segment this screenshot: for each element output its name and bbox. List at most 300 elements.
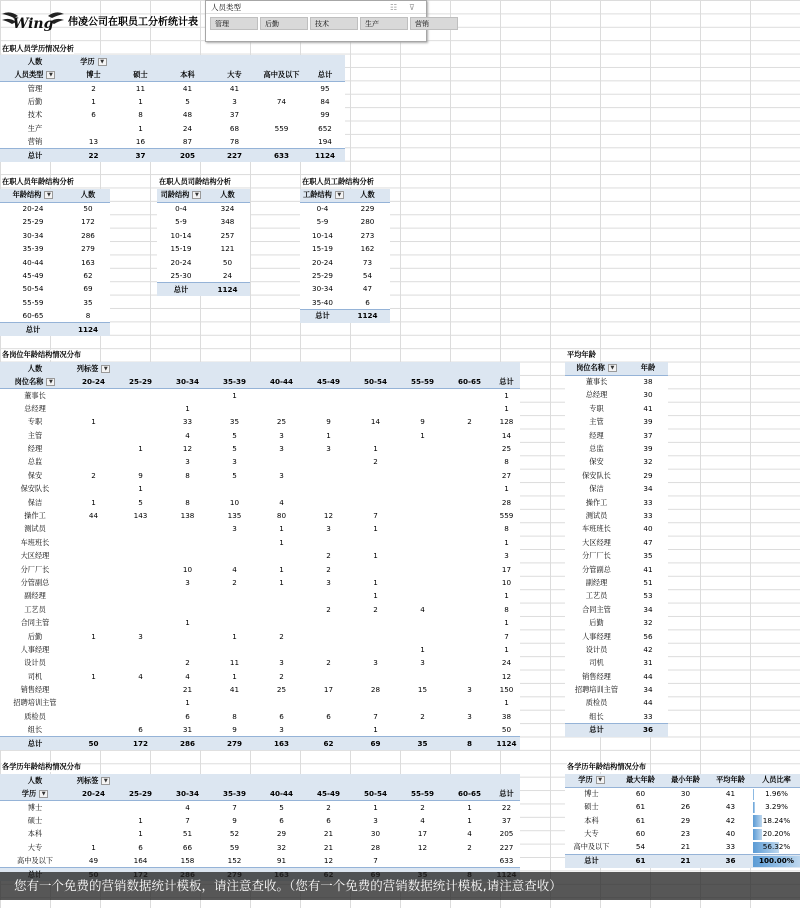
data-cell[interactable] bbox=[446, 416, 493, 429]
row-label[interactable] bbox=[0, 670, 70, 683]
row-label[interactable] bbox=[0, 109, 70, 122]
row-label[interactable] bbox=[0, 724, 70, 737]
data-cell[interactable] bbox=[305, 456, 352, 469]
column-header[interactable] bbox=[0, 68, 70, 81]
data-cell[interactable] bbox=[211, 854, 258, 867]
data-cell[interactable] bbox=[117, 616, 164, 629]
column-header[interactable] bbox=[211, 787, 258, 800]
data-cell[interactable] bbox=[164, 509, 211, 522]
data-cell[interactable] bbox=[628, 576, 668, 589]
data-cell[interactable] bbox=[446, 603, 493, 616]
data-cell[interactable] bbox=[618, 814, 663, 827]
data-cell[interactable] bbox=[352, 603, 399, 616]
data-cell[interactable] bbox=[305, 683, 352, 696]
data-cell[interactable] bbox=[493, 724, 520, 737]
data-cell[interactable] bbox=[211, 496, 258, 509]
row-label[interactable] bbox=[0, 296, 66, 309]
row-label[interactable] bbox=[0, 697, 70, 710]
pivot-values-label[interactable] bbox=[0, 362, 70, 375]
data-cell[interactable] bbox=[446, 630, 493, 643]
row-label[interactable] bbox=[0, 496, 70, 509]
data-cell[interactable] bbox=[446, 724, 493, 737]
data-cell[interactable] bbox=[117, 82, 164, 95]
row-label[interactable] bbox=[0, 310, 66, 323]
data-cell[interactable] bbox=[117, 509, 164, 522]
data-cell[interactable] bbox=[70, 509, 117, 522]
data-cell[interactable] bbox=[628, 657, 668, 670]
data-cell[interactable] bbox=[117, 841, 164, 854]
total-cell[interactable] bbox=[164, 149, 211, 162]
column-header[interactable] bbox=[753, 774, 800, 787]
data-cell[interactable] bbox=[345, 202, 390, 215]
column-header[interactable] bbox=[565, 362, 628, 375]
data-cell[interactable] bbox=[628, 442, 668, 455]
data-cell[interactable] bbox=[628, 616, 668, 629]
data-cell[interactable] bbox=[117, 576, 164, 589]
data-cell[interactable] bbox=[305, 509, 352, 522]
data-cell[interactable] bbox=[117, 697, 164, 710]
total-cell[interactable] bbox=[565, 854, 618, 867]
data-cell[interactable] bbox=[258, 442, 305, 455]
data-cell[interactable] bbox=[211, 563, 258, 576]
data-cell[interactable] bbox=[211, 509, 258, 522]
empty-cell[interactable] bbox=[305, 55, 345, 68]
pivot-education-age[interactable] bbox=[0, 774, 520, 881]
empty-cell[interactable] bbox=[211, 774, 258, 787]
data-cell[interactable] bbox=[70, 683, 117, 696]
empty-cell[interactable] bbox=[258, 362, 305, 375]
data-cell[interactable] bbox=[70, 483, 117, 496]
row-label[interactable] bbox=[0, 122, 70, 135]
data-cell[interactable] bbox=[117, 630, 164, 643]
data-cell[interactable] bbox=[493, 841, 520, 854]
filter-dropdown-icon[interactable]: ▼ bbox=[101, 777, 110, 785]
row-label[interactable] bbox=[0, 269, 66, 282]
data-cell[interactable] bbox=[628, 496, 668, 509]
data-cell[interactable] bbox=[628, 469, 668, 482]
total-cell[interactable] bbox=[0, 149, 70, 162]
data-cell[interactable] bbox=[258, 135, 305, 148]
data-cell[interactable] bbox=[628, 483, 668, 496]
data-cell[interactable] bbox=[258, 590, 305, 603]
row-label[interactable] bbox=[565, 683, 628, 696]
data-cell[interactable] bbox=[117, 657, 164, 670]
data-cell[interactable] bbox=[446, 469, 493, 482]
data-cell[interactable] bbox=[117, 456, 164, 469]
row-label[interactable] bbox=[0, 590, 70, 603]
row-label[interactable] bbox=[0, 416, 70, 429]
column-header[interactable] bbox=[352, 375, 399, 388]
empty-cell[interactable] bbox=[399, 362, 446, 375]
data-cell[interactable] bbox=[493, 657, 520, 670]
data-cell[interactable] bbox=[70, 549, 117, 562]
data-cell[interactable] bbox=[164, 801, 211, 814]
row-label[interactable] bbox=[565, 483, 628, 496]
pivot-values-label[interactable] bbox=[0, 55, 70, 68]
data-cell[interactable] bbox=[305, 82, 345, 95]
data-cell[interactable] bbox=[164, 697, 211, 710]
empty-cell[interactable] bbox=[117, 774, 164, 787]
total-ratio-cell[interactable] bbox=[753, 854, 800, 867]
row-label[interactable] bbox=[565, 456, 628, 469]
data-cell[interactable] bbox=[305, 710, 352, 723]
row-label[interactable] bbox=[157, 202, 205, 215]
data-cell[interactable] bbox=[345, 243, 390, 256]
data-cell[interactable] bbox=[446, 509, 493, 522]
data-cell[interactable] bbox=[305, 469, 352, 482]
data-cell[interactable] bbox=[164, 416, 211, 429]
data-cell[interactable] bbox=[352, 616, 399, 629]
data-cell[interactable] bbox=[305, 95, 345, 108]
data-cell[interactable] bbox=[446, 670, 493, 683]
data-cell[interactable] bbox=[164, 603, 211, 616]
data-cell[interactable] bbox=[164, 616, 211, 629]
row-label[interactable] bbox=[300, 229, 345, 242]
data-cell[interactable] bbox=[258, 724, 305, 737]
data-cell[interactable] bbox=[352, 549, 399, 562]
data-cell[interactable] bbox=[164, 523, 211, 536]
data-cell[interactable] bbox=[164, 496, 211, 509]
data-cell[interactable] bbox=[305, 828, 352, 841]
data-cell[interactable] bbox=[352, 576, 399, 589]
data-cell[interactable] bbox=[446, 456, 493, 469]
slicer-item-logistics[interactable]: 后勤 bbox=[260, 17, 308, 30]
data-cell[interactable] bbox=[164, 456, 211, 469]
data-cell[interactable] bbox=[258, 670, 305, 683]
column-header[interactable] bbox=[70, 68, 117, 81]
row-label[interactable] bbox=[300, 256, 345, 269]
data-cell[interactable] bbox=[305, 402, 352, 415]
row-label[interactable] bbox=[565, 563, 628, 576]
data-cell[interactable] bbox=[117, 814, 164, 827]
row-label[interactable] bbox=[565, 710, 628, 723]
data-cell[interactable] bbox=[446, 549, 493, 562]
data-cell[interactable] bbox=[70, 536, 117, 549]
data-cell[interactable] bbox=[258, 630, 305, 643]
data-cell[interactable] bbox=[628, 416, 668, 429]
data-cell[interactable] bbox=[352, 814, 399, 827]
row-label[interactable] bbox=[565, 402, 628, 415]
data-cell[interactable] bbox=[628, 630, 668, 643]
data-cell[interactable] bbox=[211, 670, 258, 683]
filter-dropdown-icon[interactable]: ▼ bbox=[192, 191, 201, 199]
filter-dropdown-icon[interactable]: ▼ bbox=[335, 191, 344, 199]
data-cell[interactable] bbox=[117, 724, 164, 737]
data-cell[interactable] bbox=[628, 549, 668, 562]
data-cell[interactable] bbox=[493, 523, 520, 536]
data-cell[interactable] bbox=[70, 402, 117, 415]
data-cell[interactable] bbox=[446, 590, 493, 603]
data-cell[interactable] bbox=[628, 536, 668, 549]
data-cell[interactable] bbox=[211, 814, 258, 827]
data-cell[interactable] bbox=[628, 710, 668, 723]
data-cell[interactable] bbox=[399, 616, 446, 629]
total-cell[interactable] bbox=[117, 149, 164, 162]
data-cell[interactable] bbox=[352, 496, 399, 509]
ratio-cell[interactable] bbox=[753, 814, 800, 827]
data-cell[interactable] bbox=[164, 643, 211, 656]
column-header[interactable] bbox=[399, 375, 446, 388]
data-cell[interactable] bbox=[663, 828, 708, 841]
data-cell[interactable] bbox=[399, 523, 446, 536]
data-cell[interactable] bbox=[164, 841, 211, 854]
data-cell[interactable] bbox=[70, 603, 117, 616]
row-label[interactable] bbox=[0, 483, 70, 496]
data-cell[interactable] bbox=[493, 483, 520, 496]
pivot-column-label[interactable] bbox=[70, 55, 117, 68]
data-cell[interactable] bbox=[164, 576, 211, 589]
data-cell[interactable] bbox=[628, 429, 668, 442]
data-cell[interactable] bbox=[493, 416, 520, 429]
data-cell[interactable] bbox=[258, 536, 305, 549]
data-cell[interactable] bbox=[446, 616, 493, 629]
column-header[interactable] bbox=[300, 189, 345, 202]
data-cell[interactable] bbox=[117, 469, 164, 482]
data-cell[interactable] bbox=[352, 442, 399, 455]
filter-dropdown-icon[interactable]: ▼ bbox=[39, 790, 48, 798]
data-cell[interactable] bbox=[211, 109, 258, 122]
data-cell[interactable] bbox=[164, 389, 211, 402]
data-cell[interactable] bbox=[493, 389, 520, 402]
data-cell[interactable] bbox=[70, 122, 117, 135]
data-cell[interactable] bbox=[70, 416, 117, 429]
row-label[interactable] bbox=[0, 509, 70, 522]
data-cell[interactable] bbox=[258, 854, 305, 867]
data-cell[interactable] bbox=[70, 523, 117, 536]
row-label[interactable] bbox=[300, 243, 345, 256]
pivot-age-structure[interactable] bbox=[0, 189, 110, 336]
data-cell[interactable] bbox=[258, 801, 305, 814]
data-cell[interactable] bbox=[305, 389, 352, 402]
data-cell[interactable] bbox=[305, 801, 352, 814]
column-header[interactable] bbox=[446, 787, 493, 800]
empty-cell[interactable] bbox=[446, 774, 493, 787]
data-cell[interactable] bbox=[399, 828, 446, 841]
column-header[interactable] bbox=[628, 362, 668, 375]
data-cell[interactable] bbox=[352, 630, 399, 643]
total-cell[interactable] bbox=[211, 737, 258, 750]
data-cell[interactable] bbox=[399, 469, 446, 482]
data-cell[interactable] bbox=[305, 135, 345, 148]
data-cell[interactable] bbox=[164, 854, 211, 867]
row-label[interactable] bbox=[0, 801, 70, 814]
data-cell[interactable] bbox=[305, 122, 345, 135]
total-cell[interactable] bbox=[300, 310, 345, 323]
row-label[interactable] bbox=[0, 603, 70, 616]
data-cell[interactable] bbox=[708, 841, 753, 854]
data-cell[interactable] bbox=[117, 710, 164, 723]
data-cell[interactable] bbox=[164, 122, 211, 135]
data-cell[interactable] bbox=[493, 683, 520, 696]
data-cell[interactable] bbox=[399, 657, 446, 670]
data-cell[interactable] bbox=[164, 630, 211, 643]
data-cell[interactable] bbox=[164, 95, 211, 108]
data-cell[interactable] bbox=[211, 389, 258, 402]
data-cell[interactable] bbox=[352, 828, 399, 841]
data-cell[interactable] bbox=[117, 483, 164, 496]
column-header[interactable] bbox=[117, 68, 164, 81]
data-cell[interactable] bbox=[258, 429, 305, 442]
data-cell[interactable] bbox=[117, 670, 164, 683]
data-cell[interactable] bbox=[628, 603, 668, 616]
total-cell[interactable] bbox=[565, 724, 628, 737]
data-cell[interactable] bbox=[493, 402, 520, 415]
data-cell[interactable] bbox=[305, 496, 352, 509]
total-cell[interactable] bbox=[0, 737, 70, 750]
column-header[interactable] bbox=[117, 375, 164, 388]
column-header[interactable] bbox=[399, 787, 446, 800]
row-label[interactable] bbox=[0, 549, 70, 562]
column-header[interactable] bbox=[0, 375, 70, 388]
data-cell[interactable] bbox=[117, 801, 164, 814]
data-cell[interactable] bbox=[164, 657, 211, 670]
total-cell[interactable] bbox=[70, 149, 117, 162]
total-cell[interactable] bbox=[305, 737, 352, 750]
data-cell[interactable] bbox=[258, 122, 305, 135]
data-cell[interactable] bbox=[70, 590, 117, 603]
data-cell[interactable] bbox=[305, 697, 352, 710]
data-cell[interactable] bbox=[446, 697, 493, 710]
data-cell[interactable] bbox=[258, 563, 305, 576]
row-label[interactable] bbox=[565, 496, 628, 509]
data-cell[interactable] bbox=[70, 724, 117, 737]
column-header[interactable] bbox=[446, 375, 493, 388]
data-cell[interactable] bbox=[618, 801, 663, 814]
data-cell[interactable] bbox=[70, 643, 117, 656]
data-cell[interactable] bbox=[628, 509, 668, 522]
data-cell[interactable] bbox=[305, 416, 352, 429]
data-cell[interactable] bbox=[345, 296, 390, 309]
row-label[interactable] bbox=[0, 469, 70, 482]
row-label[interactable] bbox=[565, 469, 628, 482]
data-cell[interactable] bbox=[205, 202, 250, 215]
column-header[interactable] bbox=[66, 189, 110, 202]
row-label[interactable] bbox=[0, 95, 70, 108]
data-cell[interactable] bbox=[117, 854, 164, 867]
table-education-age-stats[interactable] bbox=[565, 774, 800, 868]
column-header[interactable] bbox=[305, 787, 352, 800]
data-cell[interactable] bbox=[493, 828, 520, 841]
data-cell[interactable] bbox=[352, 469, 399, 482]
data-cell[interactable] bbox=[211, 683, 258, 696]
data-cell[interactable] bbox=[493, 697, 520, 710]
data-cell[interactable] bbox=[446, 429, 493, 442]
data-cell[interactable] bbox=[628, 563, 668, 576]
data-cell[interactable] bbox=[205, 243, 250, 256]
column-header[interactable] bbox=[565, 774, 618, 787]
data-cell[interactable] bbox=[66, 283, 110, 296]
row-label[interactable] bbox=[0, 536, 70, 549]
row-label[interactable] bbox=[565, 828, 618, 841]
data-cell[interactable] bbox=[305, 616, 352, 629]
data-cell[interactable] bbox=[66, 310, 110, 323]
data-cell[interactable] bbox=[117, 109, 164, 122]
data-cell[interactable] bbox=[117, 442, 164, 455]
row-label[interactable] bbox=[565, 603, 628, 616]
row-label[interactable] bbox=[565, 536, 628, 549]
empty-cell[interactable] bbox=[211, 362, 258, 375]
data-cell[interactable] bbox=[305, 670, 352, 683]
column-header[interactable] bbox=[117, 787, 164, 800]
data-cell[interactable] bbox=[493, 576, 520, 589]
row-label[interactable] bbox=[0, 828, 70, 841]
data-cell[interactable] bbox=[117, 603, 164, 616]
data-cell[interactable] bbox=[211, 697, 258, 710]
data-cell[interactable] bbox=[211, 469, 258, 482]
row-label[interactable] bbox=[0, 456, 70, 469]
total-cell[interactable] bbox=[399, 737, 446, 750]
data-cell[interactable] bbox=[352, 724, 399, 737]
filter-dropdown-icon[interactable]: ▼ bbox=[101, 365, 110, 373]
column-header[interactable] bbox=[0, 787, 70, 800]
data-cell[interactable] bbox=[399, 814, 446, 827]
empty-cell[interactable] bbox=[117, 55, 164, 68]
row-label[interactable] bbox=[300, 216, 345, 229]
filter-dropdown-icon[interactable]: ▼ bbox=[596, 776, 605, 784]
data-cell[interactable] bbox=[352, 590, 399, 603]
data-cell[interactable] bbox=[708, 828, 753, 841]
empty-cell[interactable] bbox=[352, 774, 399, 787]
data-cell[interactable] bbox=[352, 456, 399, 469]
data-cell[interactable] bbox=[399, 576, 446, 589]
data-cell[interactable] bbox=[117, 135, 164, 148]
data-cell[interactable] bbox=[164, 828, 211, 841]
data-cell[interactable] bbox=[352, 483, 399, 496]
total-cell[interactable] bbox=[117, 737, 164, 750]
data-cell[interactable] bbox=[352, 801, 399, 814]
filter-dropdown-icon[interactable]: ▼ bbox=[44, 191, 53, 199]
data-cell[interactable] bbox=[399, 590, 446, 603]
data-cell[interactable] bbox=[258, 82, 305, 95]
data-cell[interactable] bbox=[628, 590, 668, 603]
total-cell[interactable] bbox=[628, 724, 668, 737]
data-cell[interactable] bbox=[211, 643, 258, 656]
empty-cell[interactable] bbox=[164, 55, 211, 68]
column-header[interactable] bbox=[164, 375, 211, 388]
data-cell[interactable] bbox=[258, 109, 305, 122]
data-cell[interactable] bbox=[258, 496, 305, 509]
data-cell[interactable] bbox=[70, 814, 117, 827]
data-cell[interactable] bbox=[493, 456, 520, 469]
data-cell[interactable] bbox=[258, 814, 305, 827]
filter-dropdown-icon[interactable]: ▼ bbox=[46, 71, 55, 79]
total-cell[interactable] bbox=[663, 854, 708, 867]
column-header[interactable] bbox=[205, 189, 250, 202]
column-header[interactable] bbox=[0, 189, 66, 202]
data-cell[interactable] bbox=[258, 389, 305, 402]
data-cell[interactable] bbox=[352, 841, 399, 854]
empty-cell[interactable] bbox=[258, 55, 305, 68]
data-cell[interactable] bbox=[305, 523, 352, 536]
data-cell[interactable] bbox=[70, 576, 117, 589]
data-cell[interactable] bbox=[70, 854, 117, 867]
data-cell[interactable] bbox=[164, 710, 211, 723]
data-cell[interactable] bbox=[211, 122, 258, 135]
row-label[interactable] bbox=[565, 590, 628, 603]
data-cell[interactable] bbox=[211, 483, 258, 496]
total-cell[interactable] bbox=[258, 149, 305, 162]
data-cell[interactable] bbox=[399, 402, 446, 415]
data-cell[interactable] bbox=[258, 683, 305, 696]
data-cell[interactable] bbox=[399, 456, 446, 469]
data-cell[interactable] bbox=[205, 269, 250, 282]
empty-cell[interactable] bbox=[399, 774, 446, 787]
data-cell[interactable] bbox=[117, 523, 164, 536]
column-header[interactable] bbox=[164, 787, 211, 800]
total-cell[interactable] bbox=[70, 737, 117, 750]
row-label[interactable] bbox=[565, 549, 628, 562]
filter-dropdown-icon[interactable]: ▼ bbox=[608, 364, 617, 372]
